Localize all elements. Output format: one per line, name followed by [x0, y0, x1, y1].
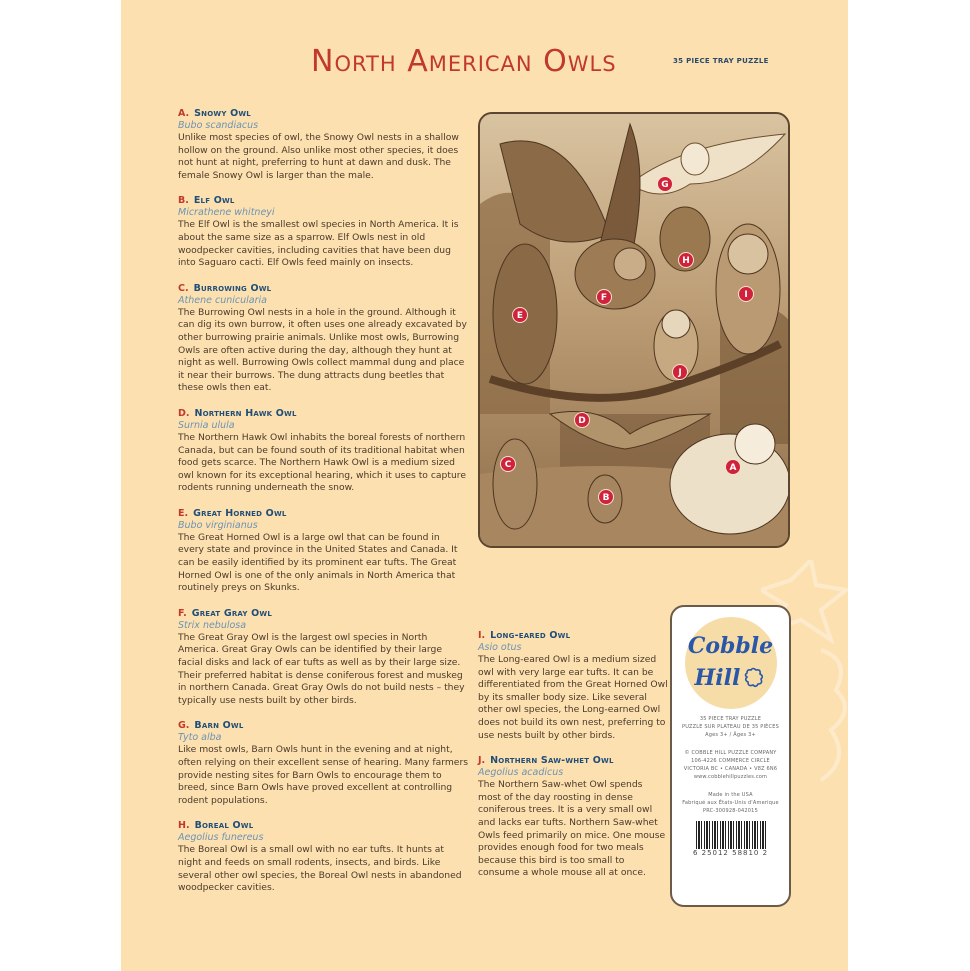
entry-letter: H. — [178, 820, 190, 832]
marker-c: C — [500, 456, 516, 472]
marker-e: E — [512, 307, 528, 323]
entry-name: Elf Owl — [193, 195, 235, 207]
entry-latin-name: Micrathene whitneyi — [178, 207, 275, 219]
marker-d: D — [574, 412, 590, 428]
entry-name: Great Horned Owl — [193, 507, 287, 519]
barcode-bars-icon — [696, 821, 766, 849]
entry-description: The Northern Hawk Owl inhabits the boreal forests of northern Canada, but can be found south of its traditional habitat when food gets scarce. The Northern Hawk Owl is a medium sized owl known for its exceptional hearing, which it uses to capture rodents running underneath the snow. — [178, 431, 467, 494]
entry-description: Unlike most species of owl, the Snowy Owl nests in a shallow hollow on the ground. Also unlike most other species, it does not hunt at night, preferring to hunt at dawn and dusk. The female Snowy Owl is larger than the male. — [178, 132, 459, 181]
entry-description: The Northern Saw-whet Owl spends most of the day roosting in dense coniferous trees. It is a very small owl and lacks ear tufts. Northern Saw-whet Owls feed primarily on mice. One mouse provides enough food for two meals because this bird is too small to consume a whole mouse all at once. — [478, 779, 666, 879]
marker-h: H — [678, 252, 694, 268]
entry-latin-name: Bubo virginianus — [178, 519, 258, 531]
owl-entry-h — [178, 820, 468, 894]
marker-g: G — [657, 176, 673, 192]
entry-description: The Burrowing Owl nests in a hole in the ground. Although it can dig its own burrow, it often uses one already excavated by other burrowing prairie animals. Unlike most owls, Burrowing Owls are often active during the day, although they hunt at night as well. Burrowing Owls collect mammal dung and place it near their burrows. The dung attracts dung beetles that these owls then eat. — [178, 306, 467, 394]
marker-f: F — [596, 289, 612, 305]
barcode — [689, 821, 773, 859]
owl-entry-g — [178, 720, 468, 807]
entry-letter: E. — [178, 507, 189, 519]
entry-letter: G. — [178, 720, 190, 732]
label-address: 106-4226 COMMERCE CIRCLE — [691, 758, 770, 764]
label-ages: Ages 3+ / Âges 3+ — [705, 732, 756, 738]
owl-entry-a — [178, 108, 468, 182]
marker-j: J — [672, 364, 688, 380]
entry-latin-name: Bubo scandiacus — [178, 120, 259, 131]
entry-name: Burrowing Owl — [193, 282, 272, 294]
entry-name: Snowy Owl — [194, 108, 251, 119]
entry-description: The Elf Owl is the smallest owl species in North America. It is about the same size as a sparrow. Elf Owls nest in old woodpecker cavities, including cavities that have been dug into Saguaro cacti. Elf Owls feed mainly on insects. — [178, 219, 459, 269]
owl-descriptions-middle — [478, 630, 668, 893]
entry-latin-name: Aegolius acadicus — [478, 767, 564, 779]
owl-entry-c — [178, 283, 468, 395]
marker-i: I — [738, 286, 754, 302]
owl-entry-f — [178, 608, 468, 708]
entry-latin-name: Strix nebulosa — [178, 619, 247, 631]
label-piece-count: 35 PIECE TRAY PUZZLE — [699, 716, 762, 722]
label-product-code: PRC-300928-042015 — [703, 808, 758, 814]
marker-a: A — [725, 459, 741, 475]
page-title: North American Owls — [311, 44, 617, 79]
entry-name: Northern Hawk Owl — [194, 407, 297, 419]
entry-latin-name: Aegolius funereus — [178, 832, 264, 844]
entry-description: The Great Gray Owl is the largest owl species in North America. Great Gray Owls can be identified by their large facial disks and lack of ear tufts as well as by their large size. Their preferred habitat is dense coniferous forest and muskeg in northern Canada. Great Gray Owls do not build nests – they typically use nests built by other birds. — [178, 631, 465, 706]
puzzle-back-card — [121, 0, 848, 971]
owl-entry-i — [478, 630, 668, 742]
owl-scene-image — [480, 114, 790, 548]
entry-name: Northern Saw-whet Owl — [490, 755, 614, 767]
owl-entry-e — [178, 508, 468, 595]
entry-name: Great Gray Owl — [191, 607, 272, 619]
marker-b: B — [598, 489, 614, 505]
entry-letter: A. — [178, 108, 190, 119]
entry-latin-name: Athene cunicularia — [178, 294, 267, 306]
puzzle-subtitle: 35 PIECE TRAY PUZZLE — [673, 57, 769, 65]
owl-descriptions-left — [178, 108, 468, 908]
entry-letter: I. — [478, 630, 486, 641]
entry-letter: B. — [178, 195, 189, 207]
label-piece-count-fr: PUZZLE SUR PLATEAU DE 35 PIÈCES — [682, 724, 779, 730]
entry-description: Like most owls, Barn Owls hunt in the evening and at night, often relying on their excellent sense of hearing. Many farmers provide nesting sites for Barn Owls to encourage them to breed, since Barn Owls have proved excellent at controlling rodent populations. — [178, 744, 469, 806]
owl-entry-b — [178, 195, 468, 269]
entry-letter: F. — [178, 607, 187, 619]
owl-entry-j — [478, 755, 668, 880]
label-city: VICTORIA BC • CANADA • V8Z 6N6 — [683, 766, 778, 772]
entry-name: Long-eared Owl — [490, 630, 571, 641]
label-made-in-fr: Fabriqué aux États-Unis d'Amerique — [682, 800, 779, 806]
entry-description: The Great Horned Owl is a large owl that can be found in every state and province in the United States and Canada. It can be easily identified by its prominent ear tufts. The Great Horned Owl is one of the only animals in North America that routinely preys on Skunks. — [178, 531, 458, 594]
entry-description: The Long-eared Owl is a medium sized owl with very large ear tufts. It can be differentiated from the Great Horned Owl by its smaller body size. Like several other owl species, the Long-earned Owl does not build its own nest, preferring to use nests built by other birds. — [478, 654, 668, 741]
owl-illustration — [478, 112, 790, 548]
entry-letter: J. — [478, 755, 486, 767]
entry-latin-name: Asio otus — [478, 642, 522, 653]
entry-letter: C. — [178, 282, 189, 294]
entry-name: Barn Owl — [194, 720, 244, 732]
puzzle-piece-icon — [743, 667, 765, 689]
barcode-number: 6 25012 58810 2 — [692, 849, 769, 857]
cobble-hill-label — [670, 605, 791, 907]
cobble-hill-logo: Cobble Hill — [685, 617, 777, 709]
entry-description: The Boreal Owl is a small owl with no ear tufts. It hunts at night and feeds on small rodents, insects, and birds. Like several other owl species, the Boreal Owl nests in abandoned woodpecker cavities. — [178, 844, 462, 894]
entry-name: Boreal Owl — [194, 820, 254, 832]
label-made-in: Made in the USA — [708, 792, 753, 798]
entry-latin-name: Tyto alba — [178, 732, 222, 744]
entry-letter: D. — [178, 407, 190, 419]
label-company: © COBBLE HILL PUZZLE COMPANY — [684, 750, 777, 756]
owl-entry-d — [178, 408, 468, 495]
label-website: www.cobblehillpuzzles.com — [693, 774, 768, 780]
entry-latin-name: Surnia ulula — [178, 419, 235, 431]
